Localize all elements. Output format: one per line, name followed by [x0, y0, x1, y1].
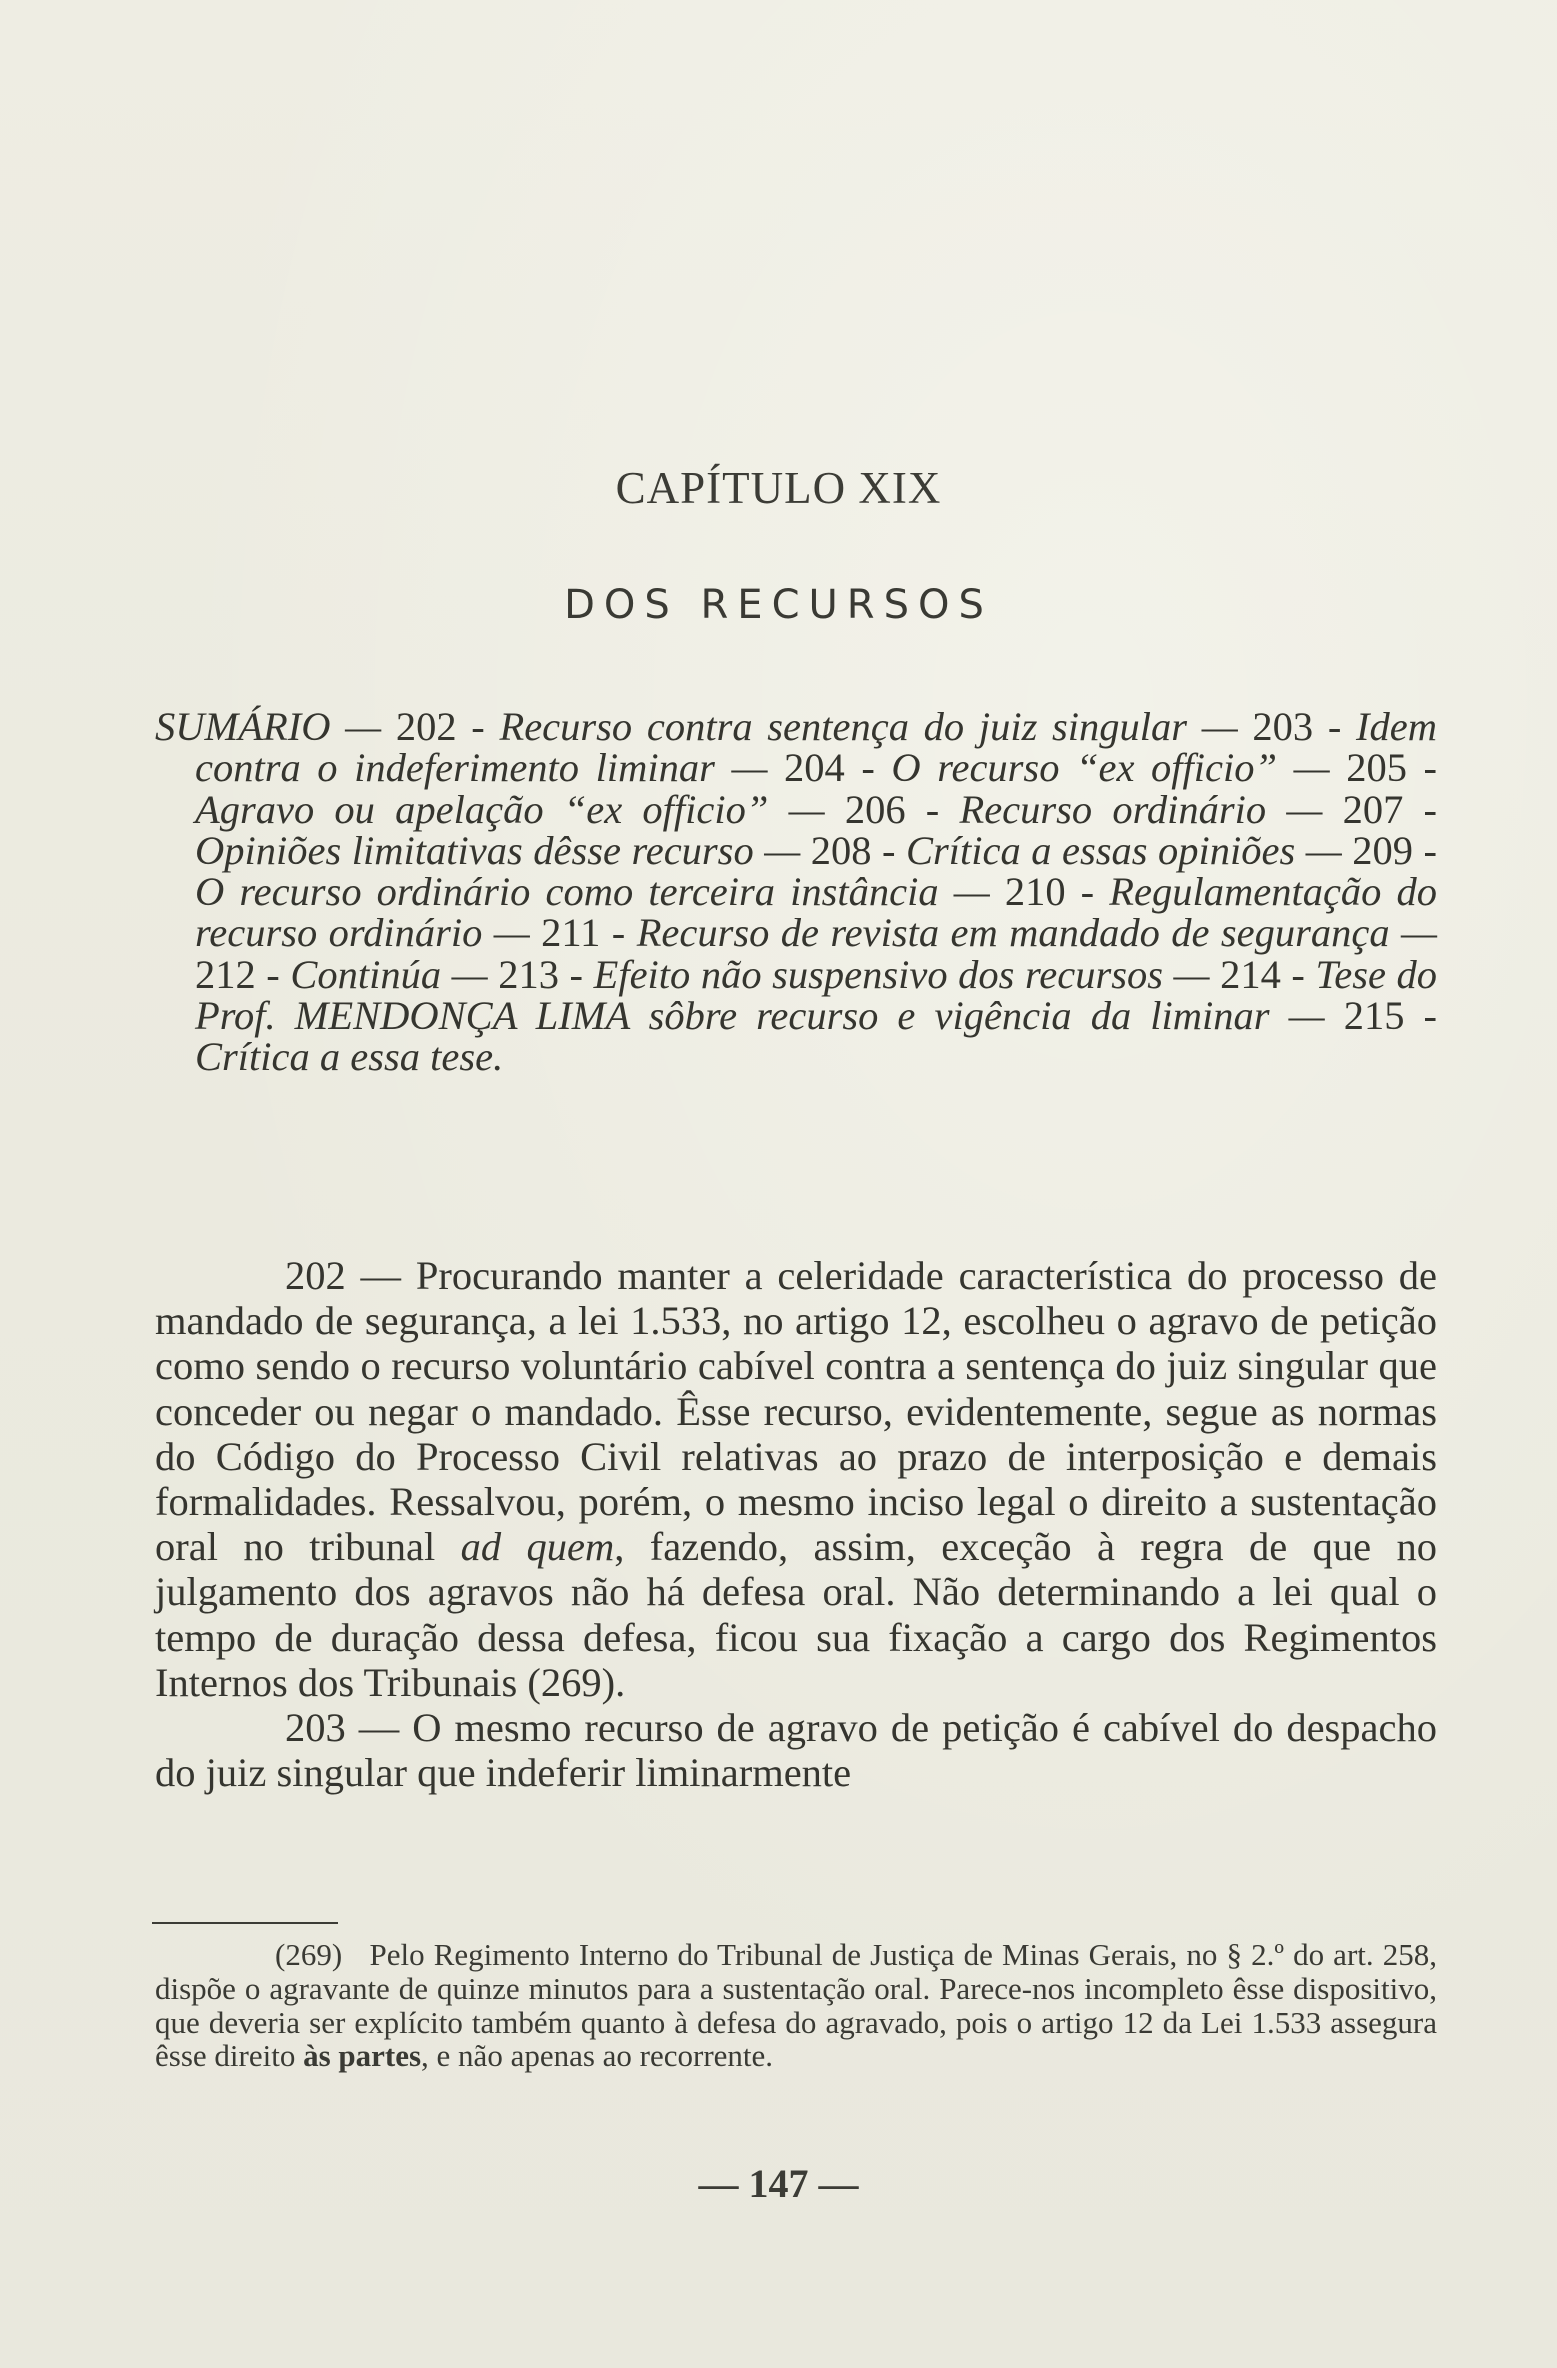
summary-item-text: Idem contra o indeferimento liminar [195, 704, 1437, 791]
summary-item-number: 213 [498, 951, 559, 997]
footnote-ref: (269) [275, 1937, 343, 1972]
summary-item: — 203 - Idem contra o indeferimento liminar [195, 704, 1437, 791]
summary-item-number: 208 [810, 827, 872, 873]
summary-item: — 204 - O recurso “ex officio” [714, 745, 1278, 791]
summary-label: SUMÁRIO [155, 704, 331, 749]
summary-item-number: 215 [1343, 993, 1405, 1039]
summary-item: — 202 - Recurso contra sentença do juiz singular [345, 704, 1188, 749]
summary-item-number: 209 [1352, 827, 1413, 873]
chapter-title: CAPÍTULO XIX [615, 463, 942, 513]
summary-item-text: Continúa [290, 951, 442, 997]
summary-item: — 214 - Tese do Prof. MENDONÇA LIMA sôbre recurso e vigência da liminar [195, 951, 1438, 1039]
summary-item-text: Recurso contra sentença do juiz singular [499, 704, 1188, 749]
paragraph-number: 202 [285, 1253, 346, 1298]
summary-item: — 209 - O recurso ordinário como terceira instância [195, 827, 1437, 915]
chapter-subtitle: DOS RECURSOS [564, 582, 993, 628]
summary-item-number: 206 [844, 786, 906, 832]
chapter-summary [155, 706, 1437, 1078]
page-number: — 147 — [698, 2161, 859, 2206]
summary-item-number: 214 [1220, 951, 1281, 997]
body-text [155, 1253, 1437, 1795]
summary-item: — 206 - Recurso ordinário [768, 786, 1267, 832]
summary-item-number: 202 [395, 704, 457, 749]
paragraph-202: 202 — Procurando manter a celeridade característica do processo de mandado de segurança, a lei 1.533, no artigo 12, escolheu o agravo de petição como sendo o recurso voluntário cabível contra a sentença do juiz singular que conceder ou negar o mandado. Êsse recurso, evidentemente, segue as normas do Código do Processo Civil relativas ao prazo de interposição e demais formalidades. Ressalvou, porém, o mesmo inciso legal o direito a sustentação oral no tribunal ad quem, fazendo, assim, exceção à regra de que no julgamento dos agravos não há defesa oral. Não determinando a lei qual o tempo de duração dessa defesa, ficou sua fixação a cargo dos Regimentos Internos dos Tribunais (269). [155, 1253, 1438, 1705]
summary-item-text: Tese do Prof. MENDONÇA LIMA sôbre recurso e vigência da liminar [195, 951, 1438, 1039]
footnote [155, 1938, 1437, 2073]
summary-item-text: O recurso “ex officio” [891, 745, 1278, 791]
summary-item-text: Regulamentação do recurso ordinário [195, 869, 1438, 956]
summary-item: — 210 - Regulamentação do recurso ordinário [195, 869, 1438, 956]
summary-item-text: Recurso ordinário [959, 786, 1267, 832]
summary-item-number: 203 [1252, 704, 1314, 749]
summary-item: — 205 - Agravo ou apelação “ex officio” [195, 745, 1438, 832]
summary-item-number: 210 [1004, 869, 1066, 915]
summary-item-text: Crítica a essas opiniões [905, 827, 1296, 873]
summary-item-number: 212 [195, 951, 256, 997]
latin-term: ad quem [460, 1524, 615, 1570]
summary-item-number: 211 [541, 910, 601, 956]
paragraph-text: , fazendo, assim, exceção à regra de que no julgamento dos agravos não há defesa oral. Não determinando a lei qual o tempo de duração dessa defesa, ficou sua fixação a cargo dos Regimentos Internos dos Tribunais (269). [155, 1524, 1437, 1705]
summary-item-number: 207 [1342, 786, 1404, 832]
summary-item-text: O recurso ordinário como terceira instância [195, 869, 939, 915]
summary-item: — 207 - Opiniões limitativas dêsse recurso [195, 786, 1437, 873]
footnote-text: , e não apenas ao recorrente. [421, 2038, 774, 2074]
summary-item: — 208 - Crítica a essas opiniões [753, 827, 1296, 873]
summary-item: — 215 - Crítica a essa tese. [195, 993, 1437, 1080]
footnote-text: Pelo Regimento Interno do Tribunal de Justiça de Minas Gerais, no § 2.º do art. 258, dispõe o agravante de quinze minutos para a sustentação oral. Parece-nos incompleto êsse dispositivo, que deveria ser explícito também quanto à defesa do agravado, pois o artigo 12 da Lei 1.533 assegura êsse direito [155, 1937, 1437, 2074]
summary-item: — 212 - Continúa [195, 910, 1437, 997]
summary-item: — 213 - Efeito não suspensivo dos recursos [441, 951, 1163, 997]
paragraph-text: O mesmo recurso de agravo de petição é cabível do despacho do juiz singular que indeferir liminarmente [155, 1705, 1438, 1796]
summary-item-text: Recurso de revista em mandado de segurança [636, 910, 1390, 956]
summary-item-text: Efeito não suspensivo dos recursos [593, 951, 1163, 997]
paragraph-number: 203 [285, 1705, 346, 1751]
summary-item-number: 205 [1346, 745, 1407, 791]
summary-item: — 211 - Recurso de revista em mandado de segurança [482, 910, 1390, 956]
summary-item-text: Crítica a essa tese. [195, 1034, 504, 1080]
summary-items [195, 704, 1437, 1079]
summary-item-text: Agravo ou apelação “ex officio” [195, 786, 769, 832]
summary-item-text: Opiniões limitativas dêsse recurso [195, 827, 754, 873]
paragraph-203: 203 — O mesmo recurso de agravo de petição é cabível do despacho do juiz singular que indeferir liminarmente [155, 1705, 1438, 1796]
paragraph-text: Procurando manter a celeridade característica do processo de mandado de segurança, a lei 1.533, no artigo 12, escolheu o agravo de petição como sendo o recurso voluntário cabível contra a sentença do juiz singular que conceder ou negar o mandado. Êsse recurso, evidentemente, segue as normas do Código do Processo Civil relativas ao prazo de interposição e demais formalidades. Ressalvou, porém, o mesmo inciso legal o direito a sustentação oral no tribunal [155, 1253, 1438, 1570]
footnote-emphasis: às partes [303, 2038, 422, 2074]
summary-item-number: 204 [784, 745, 845, 791]
footnote-divider [152, 1922, 338, 1924]
